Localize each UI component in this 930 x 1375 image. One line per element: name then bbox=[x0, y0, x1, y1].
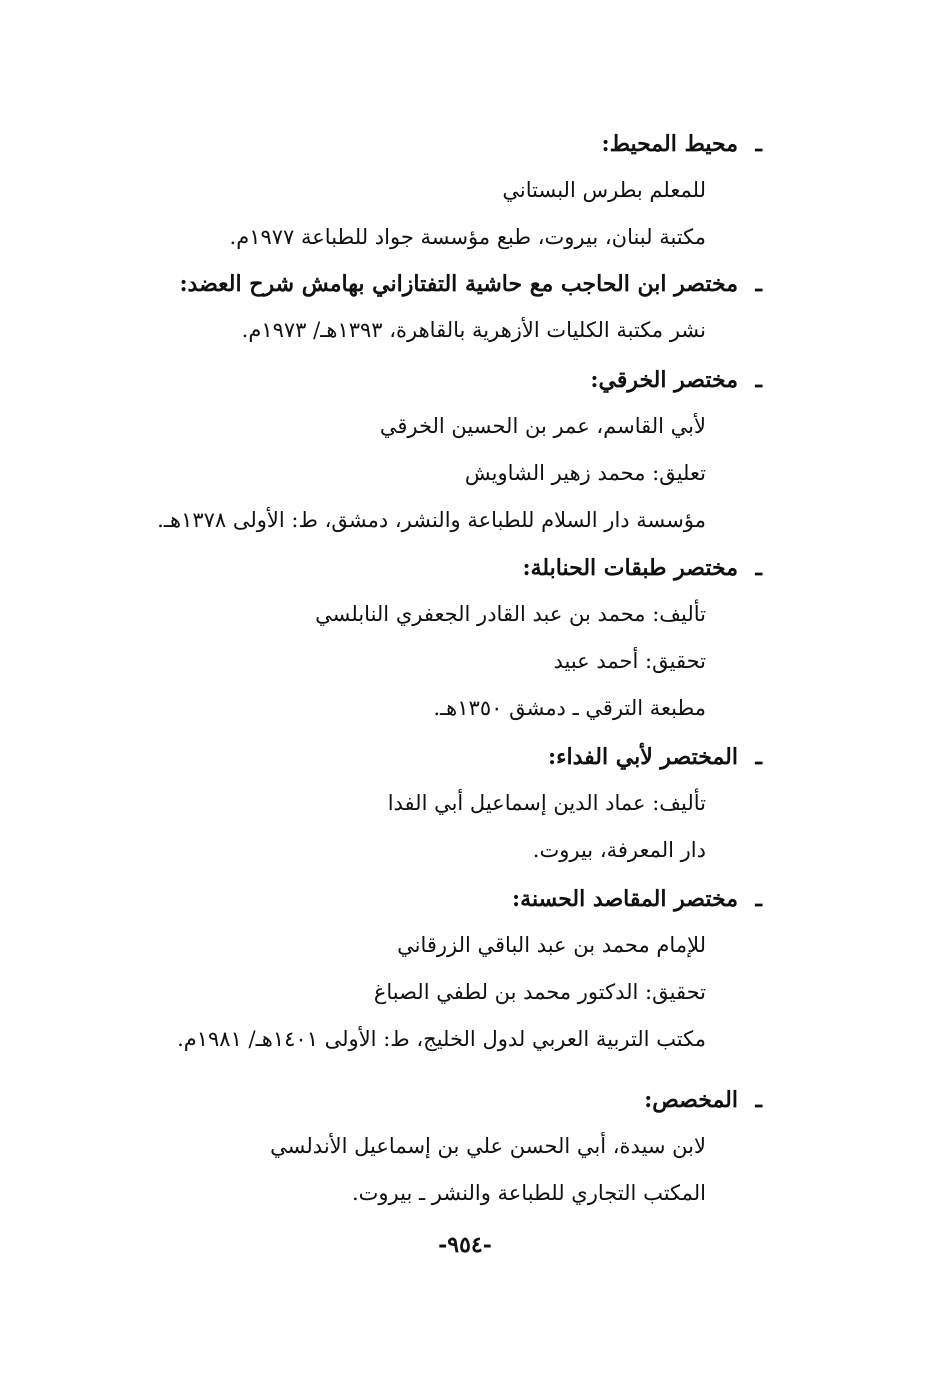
entry-title: مختصر الخرقي: bbox=[590, 367, 738, 393]
entry-bullet: ـ bbox=[755, 1087, 762, 1113]
entry-heading bbox=[100, 121, 762, 167]
entry-title: مختصر المقاصد الحسنة: bbox=[512, 886, 738, 912]
entry-heading bbox=[100, 357, 762, 403]
entry-heading bbox=[100, 545, 762, 591]
entry-line: تحقيق: الدكتور محمد بن لطفي الصباغ bbox=[373, 980, 706, 1004]
entry-bullet: ـ bbox=[755, 367, 762, 393]
entry-line: مؤسسة دار السلام للطباعة والنشر، دمشق، ط: الأولى ١٣٧٨هـ. bbox=[157, 508, 706, 532]
entry-line: تأليف: عماد الدين إسماعيل أبي الفدا bbox=[387, 791, 706, 815]
entry-bullet: ـ bbox=[755, 271, 762, 297]
entry-heading bbox=[100, 1077, 762, 1123]
entry-title: مختصر طبقات الحنابلة: bbox=[522, 555, 738, 581]
bibliography-entry bbox=[100, 876, 762, 1063]
entry-title: مختصر ابن الحاجب مع حاشية التفتازاني بهامش شرح العضد: bbox=[179, 271, 738, 297]
entry-heading bbox=[100, 734, 762, 780]
bibliography-entry bbox=[100, 1077, 762, 1217]
entry-heading bbox=[100, 876, 762, 922]
entry-line: مكتبة لبنان، بيروت، طبع مؤسسة جواد للطباعة ١٩٧٧م. bbox=[229, 225, 706, 249]
entry-title: محيط المحيط: bbox=[601, 131, 738, 157]
entry-line: نشر مكتبة الكليات الأزهرية بالقاهرة، ١٣٩٣هـ/ ١٩٧٣م. bbox=[241, 318, 706, 342]
entry-line: المكتب التجاري للطباعة والنشر ـ بيروت. bbox=[351, 1181, 706, 1205]
entry-line: للإمام محمد بن عبد الباقي الزرقاني bbox=[397, 933, 706, 957]
entry-heading bbox=[100, 261, 762, 307]
bibliography-entry bbox=[100, 545, 762, 732]
bibliography-entry bbox=[100, 734, 762, 874]
bibliography-entry bbox=[100, 261, 762, 354]
entry-title: المختصر لأبي الفداء: bbox=[548, 744, 738, 770]
entry-line: دار المعرفة، بيروت. bbox=[532, 838, 706, 862]
entry-line: مطبعة الترقي ـ دمشق ١٣٥٠هـ. bbox=[433, 696, 706, 720]
entry-line: تحقيق: أحمد عبيد bbox=[553, 649, 706, 673]
entry-bullet: ـ bbox=[755, 555, 762, 581]
entry-bullet: ـ bbox=[755, 131, 762, 157]
entry-bullet: ـ bbox=[755, 886, 762, 912]
bibliography-entry bbox=[100, 357, 762, 544]
entry-line: للمعلم بطرس البستاني bbox=[502, 178, 706, 202]
entry-line: لابن سيدة، أبي الحسن علي بن إسماعيل الأندلسي bbox=[270, 1134, 706, 1158]
entry-line: لأبي القاسم، عمر بن الحسين الخرقي bbox=[379, 414, 706, 438]
bibliography-entry bbox=[100, 121, 762, 261]
entry-bullet: ـ bbox=[755, 744, 762, 770]
entry-line: تأليف: محمد بن عبد القادر الجعفري النابلسي bbox=[315, 602, 706, 626]
page-number: -٩٥٤- bbox=[438, 1232, 492, 1258]
entry-line: تعليق: محمد زهير الشاويش bbox=[464, 461, 706, 485]
entry-line: مكتب التربية العربي لدول الخليج، ط: الأولى ١٤٠١هـ/ ١٩٨١م. bbox=[177, 1027, 706, 1051]
entry-title: المخصص: bbox=[644, 1087, 738, 1113]
